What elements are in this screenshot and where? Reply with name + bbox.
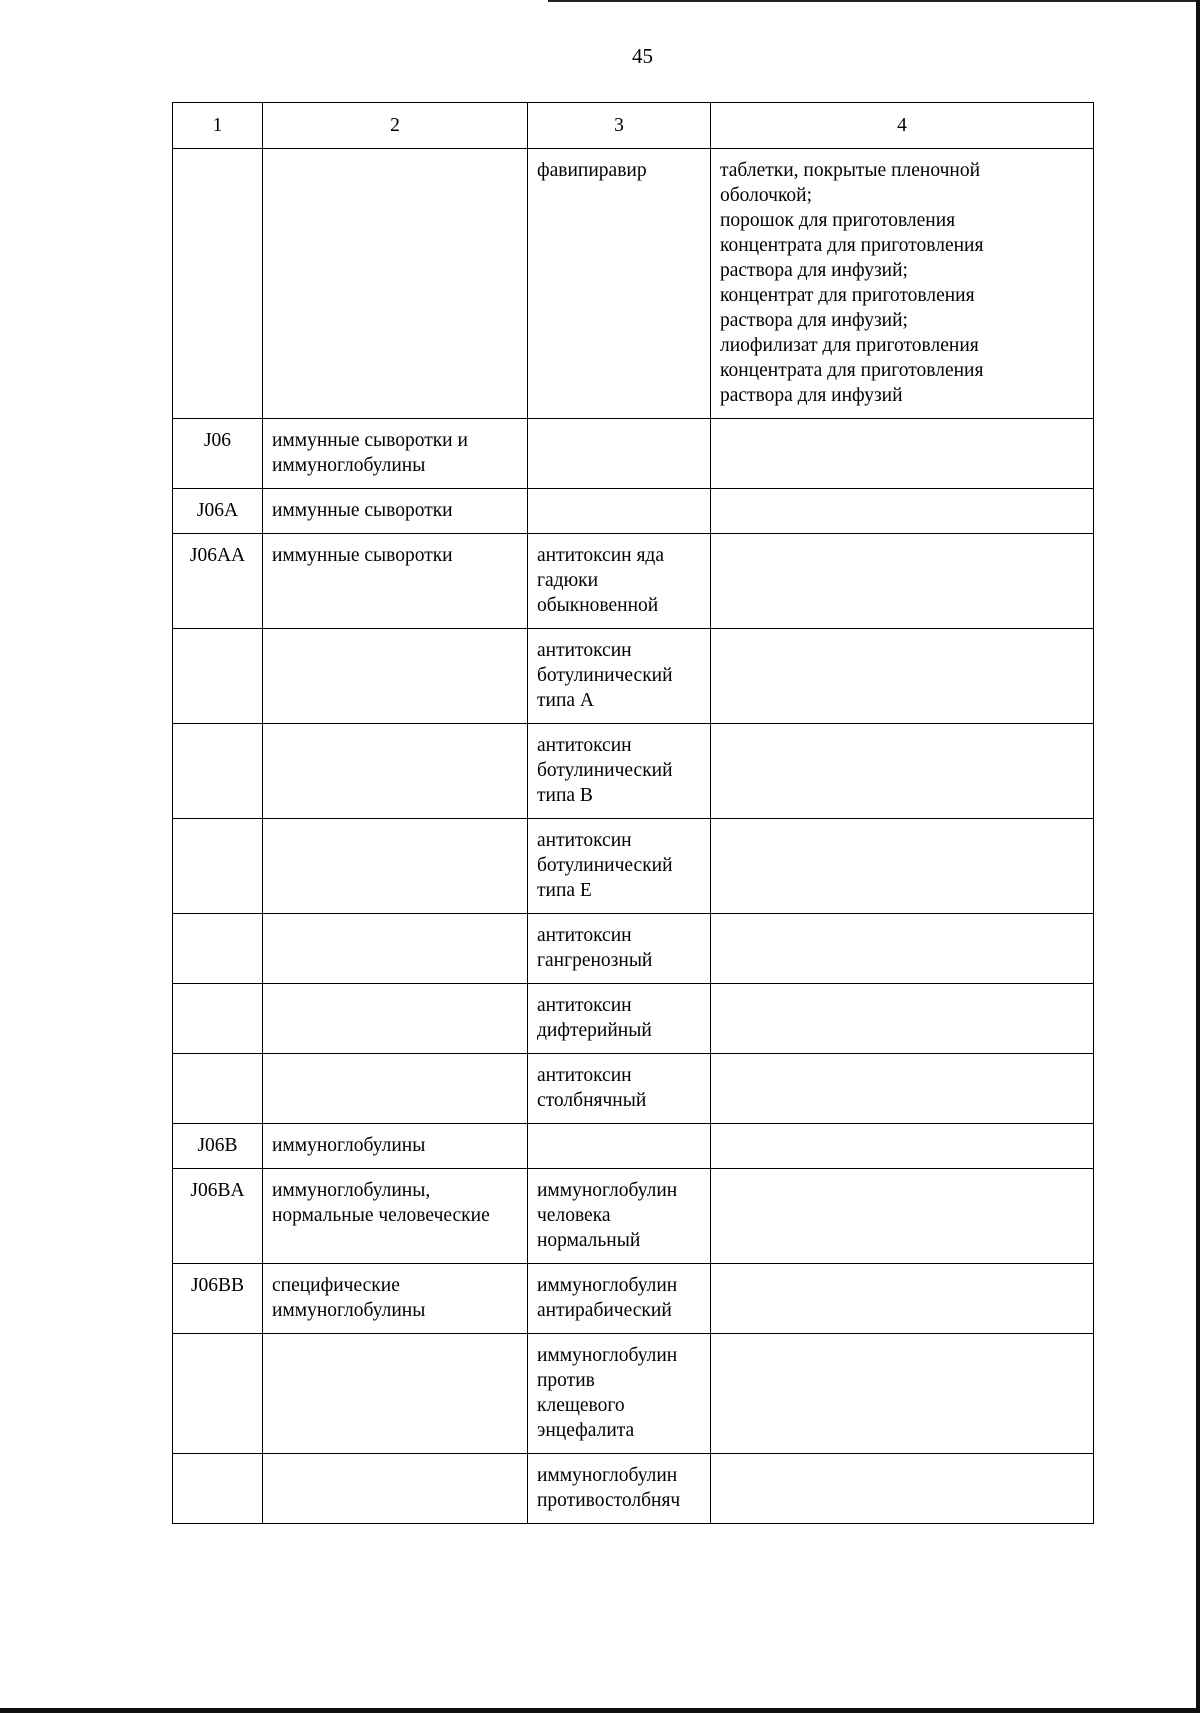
drug-name-cell: антитоксин дифтерийный xyxy=(528,984,711,1054)
atc-code-cell xyxy=(173,984,263,1054)
table-row xyxy=(173,1054,1094,1124)
atc-code-cell xyxy=(173,629,263,724)
atc-group-cell xyxy=(263,1054,528,1124)
atc-code-cell: J06AA xyxy=(173,534,263,629)
dosage-form-cell xyxy=(711,1454,1094,1524)
atc-group-cell: специфические иммуноглобулины xyxy=(263,1264,528,1334)
atc-code-cell xyxy=(173,819,263,914)
atc-code-cell xyxy=(173,1334,263,1454)
drug-name-cell: антитоксин ботулинический типа А xyxy=(528,629,711,724)
drug-name-cell: иммуноглобулин против клещевого энцефалита xyxy=(528,1334,711,1454)
table-row xyxy=(173,149,1094,419)
dosage-form-cell xyxy=(711,1124,1094,1169)
drug-name-cell xyxy=(528,1124,711,1169)
table-row xyxy=(173,534,1094,629)
atc-group-cell xyxy=(263,629,528,724)
atc-group-cell: иммунные сыворотки и иммуноглобулины xyxy=(263,419,528,489)
table-row xyxy=(173,1124,1094,1169)
atc-code-cell xyxy=(173,1454,263,1524)
drug-name-cell: антитоксин гангренозный xyxy=(528,914,711,984)
drug-name-cell: иммуноглобулин антирабический xyxy=(528,1264,711,1334)
dosage-form-cell xyxy=(711,629,1094,724)
page-number: 45 xyxy=(632,44,653,68)
scan-edge-right xyxy=(1196,0,1200,1713)
atc-code-cell xyxy=(173,1054,263,1124)
dosage-form-cell: таблетки, покрытые пленочной оболочкой; порошок для приготовления концентрата для приготовления раствора для инфузий; концентрат для приготовления раствора для инфузий; лиофилизат для приготовления концентрата для приготовления раствора для инфузий xyxy=(711,149,1094,419)
table-row xyxy=(173,1454,1094,1524)
dosage-form-cell xyxy=(711,489,1094,534)
atc-group-cell: иммунные сыворотки xyxy=(263,534,528,629)
drug-table xyxy=(172,102,1094,1524)
dosage-form-cell xyxy=(711,914,1094,984)
drug-name-cell: фавипиравир xyxy=(528,149,711,419)
table-row xyxy=(173,1264,1094,1334)
drug-name-cell: иммуноглобулин человека нормальный xyxy=(528,1169,711,1264)
atc-group-cell xyxy=(263,1454,528,1524)
atc-code-cell: J06 xyxy=(173,419,263,489)
table-row xyxy=(173,984,1094,1054)
dosage-form-cell xyxy=(711,1169,1094,1264)
table-row xyxy=(173,419,1094,489)
table-header-row xyxy=(173,103,1094,149)
drug-name-cell: иммуноглобулин противостолбняч xyxy=(528,1454,711,1524)
drug-name-cell: антитоксин ботулинический типа Е xyxy=(528,819,711,914)
column-header-4: 4 xyxy=(711,103,1094,149)
table-body xyxy=(173,149,1094,1524)
dosage-form-cell xyxy=(711,984,1094,1054)
atc-group-cell xyxy=(263,149,528,419)
table-row xyxy=(173,489,1094,534)
dosage-form-cell xyxy=(711,534,1094,629)
column-header-2: 2 xyxy=(263,103,528,149)
table-row xyxy=(173,819,1094,914)
atc-group-cell xyxy=(263,914,528,984)
drug-name-cell: антитоксин ботулинический типа В xyxy=(528,724,711,819)
table-row xyxy=(173,629,1094,724)
atc-group-cell xyxy=(263,819,528,914)
drug-name-cell xyxy=(528,419,711,489)
atc-group-cell xyxy=(263,724,528,819)
atc-group-cell xyxy=(263,984,528,1054)
atc-code-cell xyxy=(173,914,263,984)
scan-edge-bottom xyxy=(0,1708,1200,1713)
column-header-3: 3 xyxy=(528,103,711,149)
dosage-form-cell xyxy=(711,724,1094,819)
scan-edge-top xyxy=(548,0,1200,2)
atc-group-cell: иммунные сыворотки xyxy=(263,489,528,534)
dosage-form-cell xyxy=(711,1334,1094,1454)
table-row xyxy=(173,914,1094,984)
drug-name-cell: антитоксин яда гадюки обыкновенной xyxy=(528,534,711,629)
atc-group-cell xyxy=(263,1334,528,1454)
atc-code-cell: J06BB xyxy=(173,1264,263,1334)
atc-code-cell xyxy=(173,149,263,419)
drug-name-cell: антитоксин столбнячный xyxy=(528,1054,711,1124)
atc-group-cell: иммуноглобулины, нормальные человеческие xyxy=(263,1169,528,1264)
table-row xyxy=(173,724,1094,819)
atc-code-cell: J06B xyxy=(173,1124,263,1169)
table-row xyxy=(173,1334,1094,1454)
atc-code-cell: J06BA xyxy=(173,1169,263,1264)
drug-name-cell xyxy=(528,489,711,534)
atc-code-cell xyxy=(173,724,263,819)
table-row xyxy=(173,1169,1094,1264)
atc-code-cell: J06A xyxy=(173,489,263,534)
dosage-form-cell xyxy=(711,1054,1094,1124)
atc-group-cell: иммуноглобулины xyxy=(263,1124,528,1169)
column-header-1: 1 xyxy=(173,103,263,149)
dosage-form-cell xyxy=(711,1264,1094,1334)
dosage-form-cell xyxy=(711,419,1094,489)
dosage-form-cell xyxy=(711,819,1094,914)
